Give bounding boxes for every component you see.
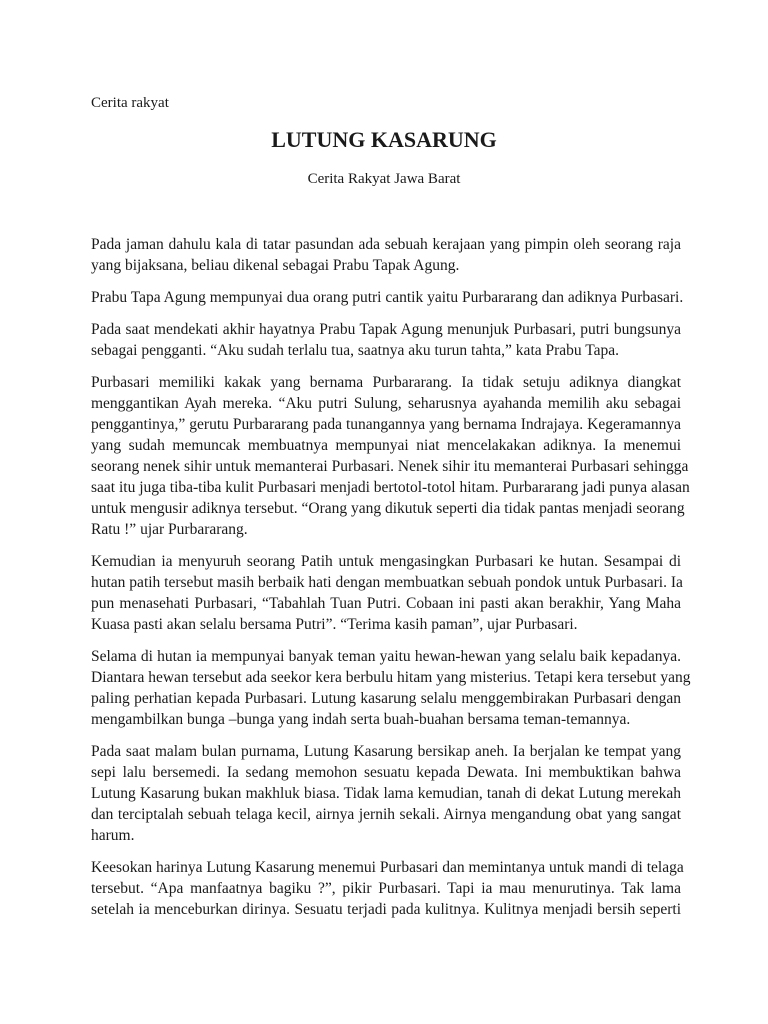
story-body — [91, 234, 691, 931]
paragraph-line: penggantinya,” gerutu Purbararang pada tunangannya yang bernama Indrajaya. Kegeramannya — [91, 416, 681, 433]
paragraph-line: yang bijaksana, beliau dikenal sebagai Prabu Tapak Agung. — [91, 257, 460, 274]
paragraph-line: dan terciptalah sebuah telaga kecil, airnya jernih sekali. Airnya mengandung obat yang sangat — [91, 806, 681, 823]
paragraph-line: pun menasehati Purbasari, “Tabahlah Tuan Putri. Cobaan ini pasti akan berakhir, Yang Maha — [91, 595, 681, 612]
paragraph — [91, 287, 684, 308]
paragraph — [91, 234, 681, 276]
paragraph — [91, 551, 681, 635]
paragraph-line: sebagai pengganti. “Aku sudah terlalu tua, saatnya aku turun tahta,” kata Prabu Tapa. — [91, 342, 620, 359]
paragraph-line: hutan patih tersebut masih berbaik hati dengan membuatkan sebuah pondok untuk Purbasari. Ia — [91, 574, 683, 591]
paragraph-line: Ratu !” ujar Purbararang. — [91, 521, 248, 538]
paragraph-line: saat itu juga tiba-tiba kulit Purbasari menjadi bertotol-totol hitam. Purbararang jadi punya alasan — [91, 479, 690, 496]
paragraph — [91, 319, 681, 361]
paragraph-line: sepi lalu bersemedi. Ia sedang memohon sesuatu kepada Dewata. Ini membuktikan bahwa — [91, 764, 681, 781]
paragraph-line: untuk mengusir adiknya tersebut. “Orang yang dikutuk seperti dia tidak pantas menjadi seorang — [91, 500, 685, 517]
paragraph-line: yang sudah memuncak membuatnya mempunyai niat mencelakakan adiknya. Ia menemui — [91, 437, 681, 454]
paragraph-line: harum. — [91, 827, 135, 844]
paragraph-line: Kuasa pasti akan selalu bersama Putri”. “Terima kasih paman”, ujar Purbasari. — [91, 616, 578, 633]
paragraph-line: Pada saat malam bulan purnama, Lutung Kasarung bersikap aneh. Ia berjalan ke tempat yang — [91, 743, 681, 760]
paragraph-line: setelah ia menceburkan dirinya. Sesuatu terjadi pada kulitnya. Kulitnya menjadi bersih seperti — [91, 901, 681, 918]
paragraph — [91, 646, 691, 730]
paragraph-line: menggantikan Ayah mereka. “Aku putri Sulung, seharusnya ayahanda memilih aku sebagai — [91, 395, 681, 412]
paragraph-line: Pada saat mendekati akhir hayatnya Prabu Tapak Agung menunjuk Purbasari, putri bungsunya — [91, 321, 681, 338]
paragraph — [91, 741, 681, 846]
document-title: LUTUNG KASARUNG — [271, 127, 497, 152]
paragraph-line: Kemudian ia menyuruh seorang Patih untuk mengasingkan Purbasari ke hutan. Sesampai di — [91, 553, 681, 570]
document-label: Cerita rakyat — [91, 95, 169, 111]
paragraph-line: seorang nenek sihir untuk memanterai Purbasari. Nenek sihir itu memanterai Purbasari sehingga — [91, 458, 689, 475]
paragraph-line: Keesokan harinya Lutung Kasarung menemui Purbasari dan memintanya untuk mandi di telaga — [91, 859, 684, 876]
paragraph-line: Pada jaman dahulu kala di tatar pasundan ada sebuah kerajaan yang pimpin oleh seorang raja — [91, 236, 681, 253]
paragraph-line: Prabu Tapa Agung mempunyai dua orang putri cantik yaitu Purbararang dan adiknya Purbasari. — [91, 289, 684, 306]
paragraph-line: mengambilkan bunga –bunga yang indah serta buah-buahan bersama teman-temannya. — [91, 711, 631, 728]
paragraph — [91, 857, 684, 920]
paragraph — [91, 372, 690, 540]
document-subtitle: Cerita Rakyat Jawa Barat — [307, 171, 461, 187]
paragraph-line: Diantara hewan tersebut ada seekor kera berbulu hitam yang misterius. Tetapi kera tersebut yang — [91, 669, 691, 686]
paragraph-line: Lutung Kasarung bukan makhluk biasa. Tidak lama kemudian, tanah di dekat Lutung merekah — [91, 785, 681, 802]
paragraph-line: paling perhatian kepada Purbasari. Lutung kasarung selalu menggembirakan Purbasari dengan — [91, 690, 681, 707]
paragraph-line: tersebut. “Apa manfaatnya bagiku ?”, pikir Purbasari. Tapi ia mau menurutinya. Tak lama — [91, 880, 681, 897]
paragraph-line: Selama di hutan ia mempunyai banyak teman yaitu hewan-hewan yang selalu baik kepadanya. — [91, 648, 681, 665]
paragraph-line: Purbasari memiliki kakak yang bernama Purbararang. Ia tidak setuju adiknya diangkat — [91, 374, 681, 391]
